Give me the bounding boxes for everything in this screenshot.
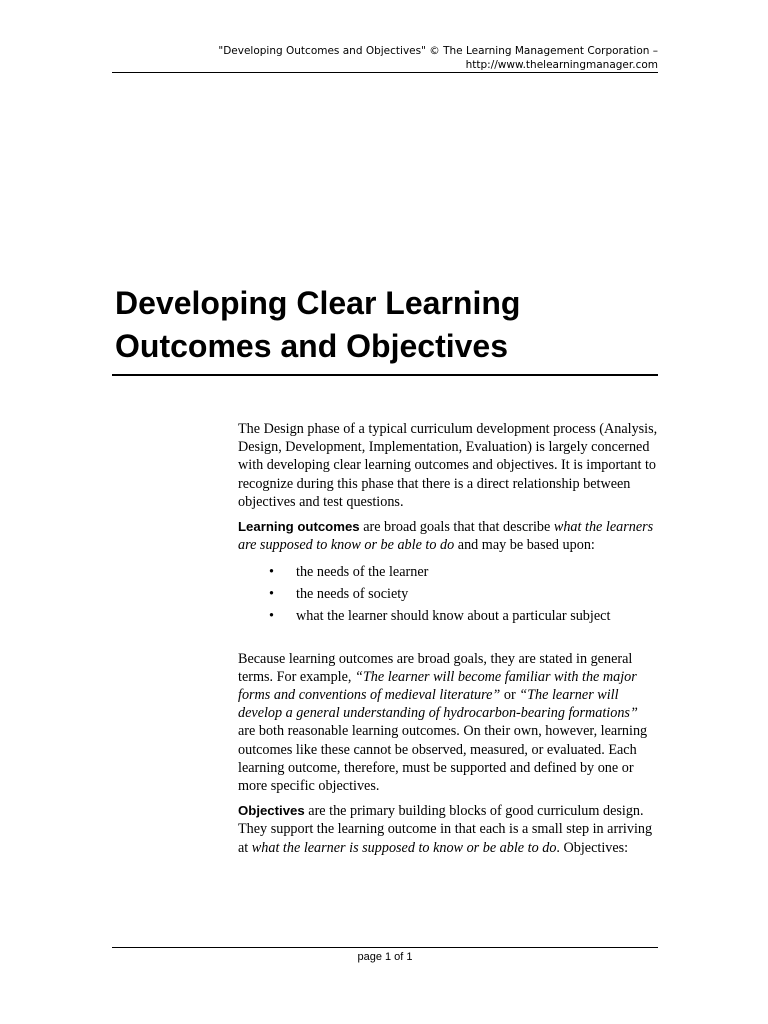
objectives-text-1: are the primary building blocks of good curriculum design. They support the learning outcome in that each is a small step in arriving at xyxy=(238,803,653,856)
header-url: http://www.thelearningmanager.com xyxy=(465,59,658,71)
page-header xyxy=(112,44,658,72)
document-title xyxy=(115,282,660,368)
list-item xyxy=(269,563,658,581)
document-body xyxy=(238,420,658,864)
objectives-emphasis: what the learner is supposed to know or be able to do xyxy=(251,839,557,856)
learning-outcomes-term: Learning outcomes xyxy=(238,519,360,535)
page-number: page 1 of 1 xyxy=(357,951,413,963)
example-quote-2: “The learner will develop a general understanding of hydrocarbon-bearing formations” xyxy=(238,687,638,722)
title-line-1: Developing Clear Learning xyxy=(115,285,521,321)
learning-outcomes-text-2: and may be based upon: xyxy=(454,537,595,554)
list-item xyxy=(269,585,658,603)
learning-outcomes-text-1: are broad goals that that describe xyxy=(359,519,554,536)
bullet-text: the needs of the learner xyxy=(296,564,429,581)
header-divider xyxy=(112,72,658,73)
bullet-text: the needs of society xyxy=(296,586,409,603)
list-item xyxy=(269,607,658,625)
title-line-2: Outcomes and Objectives xyxy=(115,328,509,364)
learning-outcomes-paragraph xyxy=(238,518,658,554)
objectives-term: Objectives xyxy=(238,803,305,819)
bullet-icon: • xyxy=(269,608,274,625)
bullet-list xyxy=(238,563,658,625)
broad-goals-paragraph xyxy=(238,650,658,796)
header-copyright-line: "Developing Outcomes and Objectives" © The Learning Management Corporation – xyxy=(218,45,658,57)
bullet-icon: • xyxy=(269,564,274,581)
intro-paragraph: The Design phase of a typical curriculum development process (Analysis, Design, Development, Implementation, Evaluation) is largely concerned with developing clear learning outcomes and objectives. It is important to recognize during this phase that there is a direct relationship between objectives and test questions. xyxy=(238,421,658,510)
learning-outcomes-emphasis: what the learners are supposed to know or be able to do xyxy=(238,519,654,554)
broad-goals-text-2: or xyxy=(500,687,520,704)
objectives-paragraph xyxy=(238,802,658,857)
bullet-icon: • xyxy=(269,586,274,603)
example-quote-1: “The learner will become familiar with the major forms and conventions of medieval literature” xyxy=(238,668,637,704)
objectives-text-2: . Objectives: xyxy=(556,839,629,856)
title-divider xyxy=(112,374,658,376)
broad-goals-text-3: are both reasonable learning outcomes. On their own, however, learning outcomes like these cannot be observed, measured, or evaluated. Each learning outcome, therefore, must be supported and defined by one or more specific objectives. xyxy=(238,723,648,795)
footer-divider xyxy=(112,947,658,948)
bullet-text: what the learner should know about a particular subject xyxy=(296,608,611,625)
broad-goals-text-1: Because learning outcomes are broad goals, they are stated in general terms. For example, xyxy=(238,650,633,685)
